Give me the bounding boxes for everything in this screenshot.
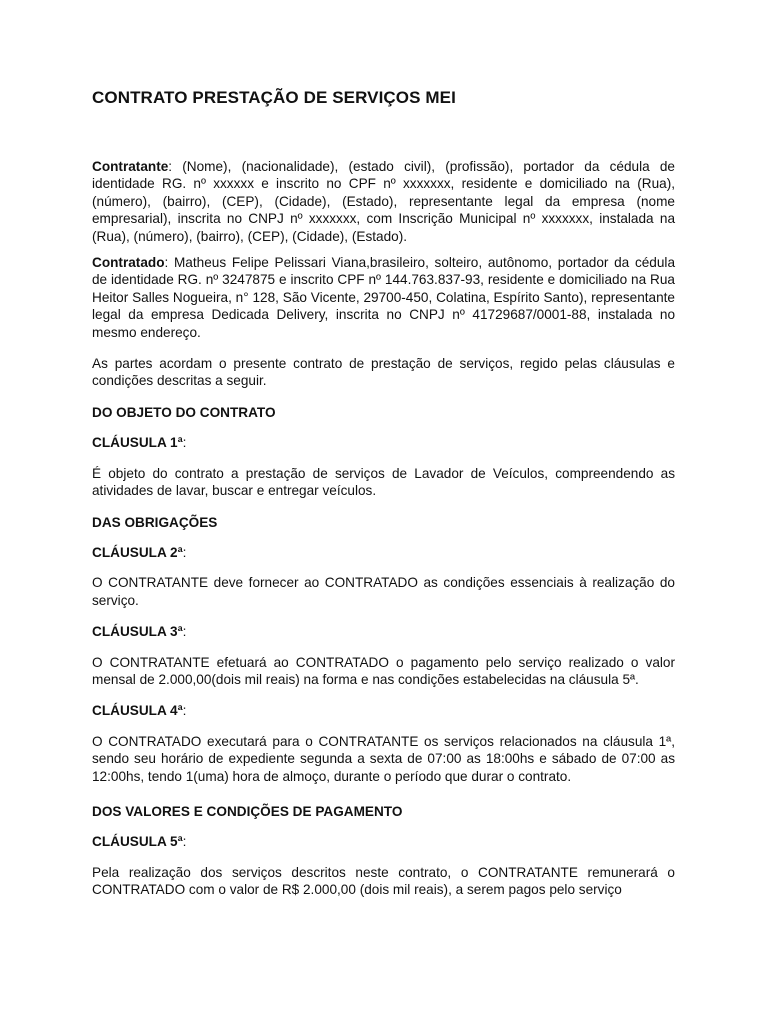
clause-1-colon: : (182, 435, 187, 451)
clause-5-colon: : (182, 834, 187, 850)
clause-2-title: CLÁUSULA 2ª (92, 544, 183, 560)
clause-4-title: CLÁUSULA 4ª (92, 703, 183, 719)
clause-1-title: CLÁUSULA 1ª (92, 435, 183, 451)
section-heading-obrigacoes: DAS OBRIGAÇÕES (92, 514, 218, 530)
contratante-text: : (Nome), (nacionalidade), (estado civil), (profissão), portador da cédula de identidade RG. nº xxxxxx e inscrito no CPF nº xxxxxxx, residente e domiciliado na (Rua), (número), (bairro), (CEP), (Cidade), (Estado), representante legal da empresa (nome empresarial), inscrita no CNPJ nº xxxxxxx, com Inscrição Municipal nº xxxxxxx, instalada na (Rua), (número), (bairro), (CEP), (Cidade), (Estado). (92, 159, 675, 244)
intro-paragraph: As partes acordam o presente contrato de prestação de serviços, regido pelas cláusulas e condições descritas a seguir. (92, 356, 675, 389)
clause-3-label (92, 623, 675, 640)
clause-5-label (92, 833, 675, 850)
section-heading-valores: DOS VALORES E CONDIÇÕES DE PAGAMENTO (92, 803, 403, 819)
clause-2-text: O CONTRATANTE deve fornecer ao CONTRATADO as condições essenciais à realização do serviço. (92, 575, 675, 608)
clause-2-colon: : (182, 544, 187, 560)
contratado-text: : Matheus Felipe Pelissari Viana,brasileiro, solteiro, autônomo, portador da cédula de identidade RG. nº 3247875 e inscrito CPF nº 144.763.837-93, residente e domiciliado na Rua Heitor Salles Nogueira, n° 128, São Vicente, 29700-450, Colatina, Espírito Santo), representante legal da empresa Dedicada Delivery, inscrita no CNPJ nº 41729687/0001-88, instalada no mesmo endereço. (92, 255, 675, 340)
clause-2-label (92, 544, 675, 561)
document-body (92, 88, 675, 899)
clause-4-label (92, 702, 675, 719)
contratante-paragraph (92, 158, 675, 245)
clause-5-title: CLÁUSULA 5ª (92, 834, 183, 850)
clause-1-label (92, 434, 675, 451)
clause-3-title: CLÁUSULA 3ª (92, 624, 183, 640)
clause-3-colon: : (182, 624, 187, 640)
clause-4-colon: : (182, 703, 187, 719)
contratado-paragraph (92, 254, 675, 341)
section-heading-objeto: DO OBJETO DO CONTRATO (92, 404, 276, 420)
clause-1-text: É objeto do contrato a prestação de serviços de Lavador de Veículos, compreendendo as atividades de lavar, buscar e entregar veículos. (92, 465, 675, 499)
clause-5-text: Pela realização dos serviços descritos neste contrato, o CONTRATANTE remunerará o CONTRATADO com o valor de R$ 2.000,00 (dois mil reais), a serem pagos pelo serviço (92, 864, 675, 898)
document-title: CONTRATO PRESTAÇÃO DE SERVIÇOS MEI (92, 88, 456, 107)
clause-4-text: O CONTRATADO executará para o CONTRATANTE os serviços relacionados na cláusula 1ª, sendo seu horário de expediente segunda a sexta de 07:00 as 18:00hs e sábado de 07:00 as 12:00hs, tendo 1(uma) hora de almoço, durante o período que durar o contrato. (92, 733, 675, 784)
contratante-label: Contratante (92, 159, 169, 174)
contratado-label: Contratado (92, 255, 165, 271)
clause-3-text: O CONTRATANTE efetuará ao CONTRATADO o pagamento pelo serviço realizado o valor mensal de 2.000,00(dois mil reais) na forma e nas condições estabelecidas na cláusula 5ª. (92, 654, 675, 687)
